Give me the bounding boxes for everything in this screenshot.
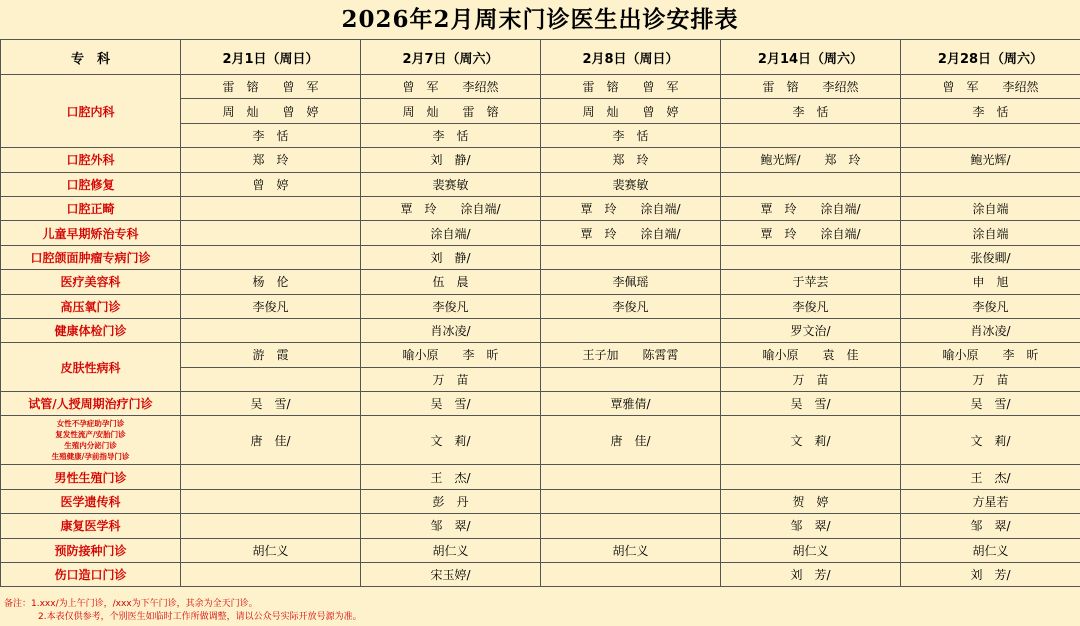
dept-sub-label: 复发性流产/安胎门诊: [55, 430, 126, 440]
doctor-cell: [541, 514, 721, 538]
doctor-cell: 于苹芸: [721, 270, 901, 294]
doctor-cell: 罗文治/: [721, 318, 901, 342]
doctor-cell: 覃 玲 涂自端/: [541, 221, 721, 245]
dept-label: 口腔颌面肿瘤专病门诊: [1, 245, 181, 269]
doctor-cell: 刘 静/: [361, 148, 541, 172]
dept-label: 健康体检门诊: [1, 318, 181, 342]
doctor-cell: 肖冰凌/: [361, 318, 541, 342]
dept-label: 口腔内科: [1, 75, 181, 148]
doctor-cell: 李俊凡: [181, 294, 361, 318]
doctor-cell: 胡仁义: [361, 538, 541, 562]
doctor-cell: 李 恬: [361, 123, 541, 147]
doctor-cell: 雷 镕 曾 军: [181, 75, 361, 99]
dept-label-multi: [1, 416, 181, 465]
doctor-cell: 贺 婷: [721, 489, 901, 513]
doctor-cell: 王子加 陈霄霄: [541, 343, 721, 367]
doctor-cell: [181, 489, 361, 513]
dept-label: 试管/人授周期治疗门诊: [1, 392, 181, 416]
doctor-cell: 喻小原 李 昕: [361, 343, 541, 367]
doctor-cell: 曾 婷: [181, 172, 361, 196]
dept-label: 医疗美容科: [1, 270, 181, 294]
dept-label: 康复医学科: [1, 514, 181, 538]
doctor-cell: [901, 172, 1080, 196]
doctor-cell: 裴赛敏: [541, 172, 721, 196]
doctor-cell: 覃雅倩/: [541, 392, 721, 416]
header-date-feb14: 2月14日（周六）: [721, 40, 901, 75]
table-row: [1, 465, 1080, 489]
doctor-cell: [541, 465, 721, 489]
table-row: [1, 196, 1080, 220]
doctor-cell: 肖冰凌/: [901, 318, 1080, 342]
doctor-cell: 曾 军 李绍然: [361, 75, 541, 99]
table-row: [1, 172, 1080, 196]
doctor-cell: 万 苗: [721, 367, 901, 391]
doctor-cell: 刘 芳/: [721, 563, 901, 587]
doctor-cell: 涂自端/: [361, 221, 541, 245]
page-title: 2026年2月周末门诊医生出诊安排表: [341, 6, 739, 33]
table-row: [1, 489, 1080, 513]
table-row: [1, 294, 1080, 318]
doctor-cell: 王 杰/: [901, 465, 1080, 489]
doctor-cell: 胡仁义: [541, 538, 721, 562]
dept-label: 口腔正畸: [1, 196, 181, 220]
doctor-cell: 郑 玲: [181, 148, 361, 172]
doctor-cell: 方星若: [901, 489, 1080, 513]
dept-sub-label: 生殖内分泌门诊: [64, 441, 117, 451]
dept-label: 伤口造口门诊: [1, 563, 181, 587]
doctor-cell: 曾 军 李绍然: [901, 75, 1080, 99]
doctor-cell: 鲍光辉/ 郑 玲: [721, 148, 901, 172]
doctor-cell: 宋玉婷/: [361, 563, 541, 587]
dept-label: 皮肤性病科: [1, 343, 181, 392]
dept-label: 医学遗传科: [1, 489, 181, 513]
dept-label: 儿童早期矫治专科: [1, 221, 181, 245]
table-row: [1, 270, 1080, 294]
doctor-cell: 喻小原 袁 佳: [721, 343, 901, 367]
table-row: [1, 514, 1080, 538]
table-row: [1, 416, 1080, 465]
doctor-cell: [901, 123, 1080, 147]
doctor-cell: 伍 晨: [361, 270, 541, 294]
doctor-cell: 唐 佳/: [181, 416, 361, 465]
doctor-cell: 刘 静/: [361, 245, 541, 269]
doctor-cell: [181, 367, 361, 391]
table-row: [1, 318, 1080, 342]
header-department: 专 科: [1, 40, 181, 75]
doctor-cell: 李俊凡: [721, 294, 901, 318]
dept-sub-label: 生殖健康/孕前指导门诊: [51, 452, 130, 462]
doctor-cell: 胡仁义: [181, 538, 361, 562]
dept-sub-label: 女性不孕症助孕门诊: [56, 419, 125, 429]
doctor-cell: 雷 镕 李绍然: [721, 75, 901, 99]
doctor-cell: 覃 玲 涂自端/: [721, 221, 901, 245]
table-row: [1, 563, 1080, 587]
dept-label: 男性生殖门诊: [1, 465, 181, 489]
doctor-cell: 邹 翠/: [721, 514, 901, 538]
doctor-cell: 邹 翠/: [901, 514, 1080, 538]
dept-label: 高压氧门诊: [1, 294, 181, 318]
doctor-cell: 张俊卿/: [901, 245, 1080, 269]
doctor-cell: 李 恬: [721, 99, 901, 123]
doctor-cell: [181, 196, 361, 220]
doctor-cell: 邹 翠/: [361, 514, 541, 538]
doctor-cell: 彭 丹: [361, 489, 541, 513]
doctor-cell: 胡仁义: [721, 538, 901, 562]
table-row: [1, 75, 1080, 99]
doctor-cell: 万 苗: [361, 367, 541, 391]
header-date-feb7: 2月7日（周六）: [361, 40, 541, 75]
doctor-cell: 李俊凡: [901, 294, 1080, 318]
doctor-cell: [541, 367, 721, 391]
doctor-cell: [541, 318, 721, 342]
doctor-cell: [721, 245, 901, 269]
doctor-cell: [181, 465, 361, 489]
doctor-cell: 胡仁义: [901, 538, 1080, 562]
doctor-cell: 覃 玲 涂自端/: [721, 196, 901, 220]
doctor-cell: 唐 佳/: [541, 416, 721, 465]
header-date-feb1: 2月1日（周日）: [181, 40, 361, 75]
doctor-cell: 李俊凡: [361, 294, 541, 318]
doctor-cell: [181, 318, 361, 342]
table-row: [1, 245, 1080, 269]
doctor-cell: 喻小原 李 昕: [901, 343, 1080, 367]
doctor-cell: 裴赛敏: [361, 172, 541, 196]
schedule-table: [0, 39, 1080, 587]
doctor-cell: 李 恬: [901, 99, 1080, 123]
doctor-cell: [541, 489, 721, 513]
doctor-cell: 文 莉/: [901, 416, 1080, 465]
doctor-cell: 吴 雪/: [721, 392, 901, 416]
doctor-cell: [181, 563, 361, 587]
table-row: [1, 538, 1080, 562]
dept-label: 口腔外科: [1, 148, 181, 172]
table-row: [1, 392, 1080, 416]
footnote: [4, 598, 362, 624]
doctor-cell: 李俊凡: [541, 294, 721, 318]
doctor-cell: 周 灿 雷 镕: [361, 99, 541, 123]
table-row: [1, 221, 1080, 245]
doctor-cell: 周 灿 曾 婷: [541, 99, 721, 123]
doctor-cell: 杨 伦: [181, 270, 361, 294]
doctor-cell: 吴 雪/: [361, 392, 541, 416]
doctor-cell: 李佩瑶: [541, 270, 721, 294]
doctor-cell: 申 旭: [901, 270, 1080, 294]
doctor-cell: 万 苗: [901, 367, 1080, 391]
table-header-row: [1, 40, 1080, 75]
doctor-cell: 覃 玲 涂自端/: [541, 196, 721, 220]
header-date-feb8: 2月8日（周日）: [541, 40, 721, 75]
doctor-cell: 吴 雪/: [181, 392, 361, 416]
doctor-cell: 游 霞: [181, 343, 361, 367]
doctor-cell: 王 杰/: [361, 465, 541, 489]
doctor-cell: [181, 221, 361, 245]
doctor-cell: 李 恬: [541, 123, 721, 147]
doctor-cell: [721, 465, 901, 489]
dept-label: 预防接种门诊: [1, 538, 181, 562]
footnote-line2: 2.本表仅供参考，个别医生如临时工作所做调整，请以公众号实际开放号源为准。: [38, 612, 362, 622]
doctor-cell: [181, 245, 361, 269]
doctor-cell: [721, 172, 901, 196]
doctor-cell: 文 莉/: [721, 416, 901, 465]
doctor-cell: [541, 245, 721, 269]
doctor-cell: 周 灿 曾 婷: [181, 99, 361, 123]
doctor-cell: 鲍光辉/: [901, 148, 1080, 172]
table-row: [1, 148, 1080, 172]
table-row: [1, 343, 1080, 367]
doctor-cell: 文 莉/: [361, 416, 541, 465]
footnote-line1: 备注：1.xxx/为上午门诊，/xxx为下午门诊，其余为全天门诊。: [4, 599, 258, 609]
doctor-cell: 刘 芳/: [901, 563, 1080, 587]
doctor-cell: [541, 563, 721, 587]
doctor-cell: 李 恬: [181, 123, 361, 147]
doctor-cell: 吴 雪/: [901, 392, 1080, 416]
doctor-cell: 涂自端: [901, 221, 1080, 245]
doctor-cell: [721, 123, 901, 147]
doctor-cell: 雷 镕 曾 军: [541, 75, 721, 99]
doctor-cell: 覃 玲 涂自端/: [361, 196, 541, 220]
doctor-cell: 郑 玲: [541, 148, 721, 172]
doctor-cell: [181, 514, 361, 538]
header-date-feb28: 2月28日（周六）: [901, 40, 1080, 75]
doctor-cell: 涂自端: [901, 196, 1080, 220]
dept-label: 口腔修复: [1, 172, 181, 196]
